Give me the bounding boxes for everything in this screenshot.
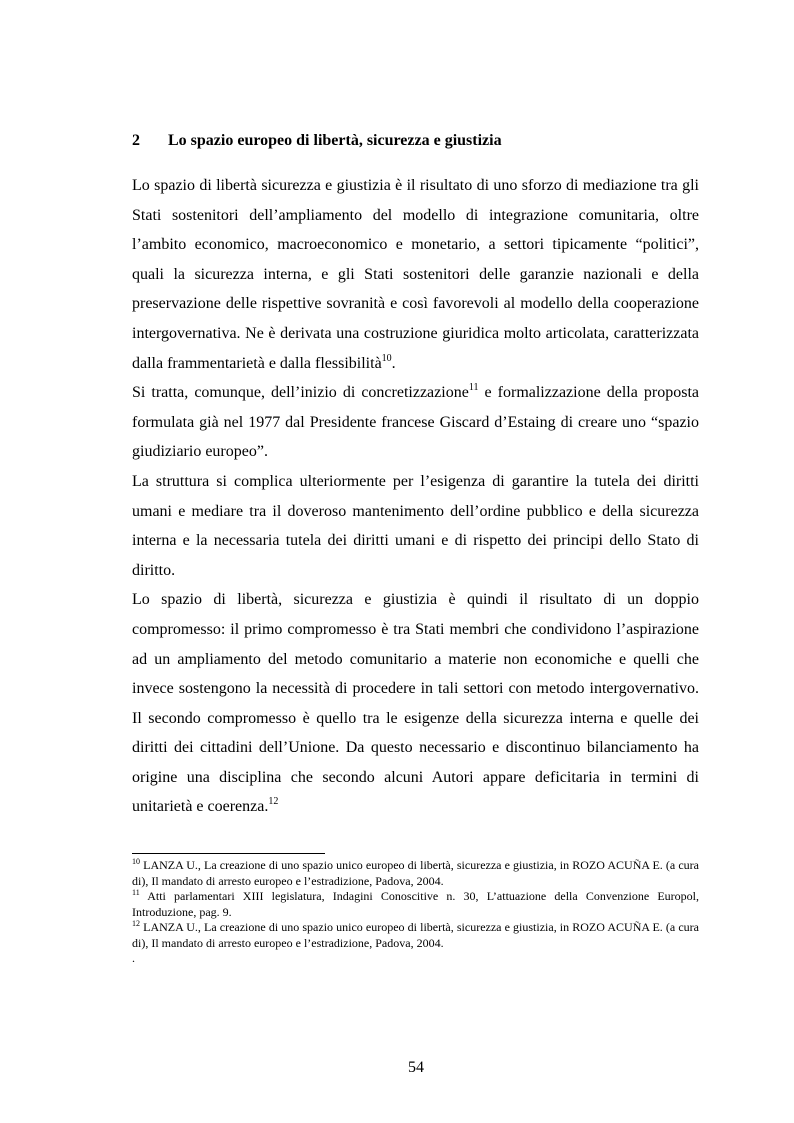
footnote-ref[interactable]: 12 [268,796,279,808]
footnote-separator [132,853,325,854]
paragraph [132,171,699,378]
paragraph [132,467,699,585]
paragraph-text-end: . [391,354,396,372]
paragraph-text: La struttura si complica ulteriormente per l’esigenza di garantire la tutela dei diritti umani e mediare tra il doveroso mantenimento dell’ordine pubblico e della sicurezza interna e la necessaria tutela dei diritti umani e di rispetto dei principi dello Stato di diritto. [132,472,699,579]
section-heading [132,131,702,151]
section-number: 2 [132,132,140,149]
footnote-number: 10 [132,857,140,866]
footnote-text: LANZA U., La creazione di uno spazio unico europeo di libertà, sicurezza e giustizia, in ROZO ACUÑA E. (a cura di), Il mandato di arresto europeo e l’estradizione, Padova, 2004. [132,920,699,950]
footnotes [132,858,699,967]
page-number: 54 [408,1059,424,1076]
paragraph [132,585,699,822]
footnote-number: 12 [132,919,140,928]
footnote [132,889,699,920]
paragraph-text-end: e formalizzazione della proposta formulata già nel 1977 dal Presidente francese Giscard d’Estaing di creare uno “spazio giudiziario europeo”. [132,384,700,461]
footnote-number: 11 [132,888,140,897]
body-text [132,171,699,822]
footnote-ref[interactable]: 11 [468,382,479,394]
paragraph [132,378,699,467]
footnote-text: LANZA U., La creazione di uno spazio unico europeo di libertà, sicurezza e giustizia, in ROZO ACUÑA E. (a cura di), Il mandato di arresto europeo e l’estradizione, Padova, 2004. [132,858,699,888]
footnote-text: Atti parlamentari XIII legislatura, Indagini Conoscitive n. 30, L’attuazione della Convenzione Europol, Introduzione, pag. 9. [132,889,699,919]
footnote-ref[interactable]: 10 [381,352,392,364]
section-title: Lo spazio europeo di libertà, sicurezza e giustizia [168,132,502,149]
trailing-mark: . [132,951,135,965]
footnote [132,858,699,889]
paragraph-text: Lo spazio di libertà sicurezza e giustizia è il risultato di uno sforzo di mediazione tra gli Stati sostenitori dell’ampliamento del modello di integrazione comunitaria, oltre l’ambito economico, macroeconomico e monetario, a settori tipicamente “politici”, quali la sicurezza interna, e gli Stati sostenitori delle garanzie nazionali e della preservazione delle rispettive sovranità e così favorevoli al modello della cooperazione intergovernativa. Ne è derivata una costruzione giuridica molto articolata, caratterizzata dalla frammentarietà e dalla flessibilità [132,177,699,372]
paragraph-text: Lo spazio di libertà, sicurezza e giustizia è quindi il risultato di un doppio compromesso: il primo compromesso è tra Stati membri che condividono l’aspirazione ad un ampliamento del metodo comunitario a materie non economiche e quelli che invece sostengono la necessità di procedere in tali settori con metodo intergovernativo. Il secondo compromesso è quello tra le esigenze della sicurezza interna e quelle dei diritti dei cittadini dell’Unione. Da questo necessario e discontinuo bilanciamento ha origine una disciplina che secondo alcuni Autori appare deficitaria in termini di unitarietà e coerenza. [132,591,699,816]
paragraph-text: Si tratta, comunque, dell’inizio di concretizzazione [132,384,469,402]
footnote [132,920,699,951]
